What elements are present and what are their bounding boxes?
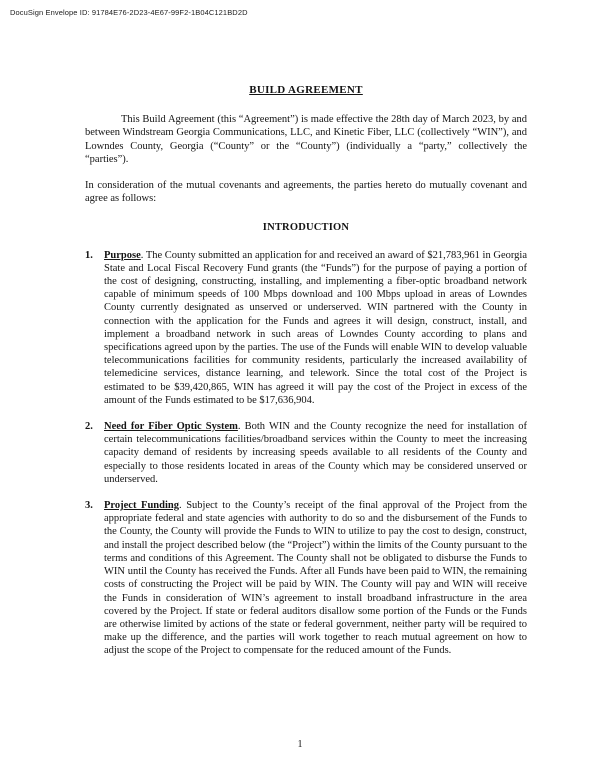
item-body [104, 499, 527, 657]
item-number: 1. [85, 249, 93, 261]
document-title-text: BUILD AGREEMENT [249, 84, 363, 96]
list-item-project-funding [85, 499, 527, 657]
consideration-paragraph: In consideration of the mutual covenants and agreements, the parties hereto do mutually covenant and agree as follows: [85, 180, 527, 205]
document-title [85, 84, 527, 97]
item-heading: Need for Fiber Optic System [104, 421, 238, 433]
page-number: 1 [297, 739, 303, 750]
item-text: . The County submitted an application for and received an award of $21,783,961 in Georgia State and Local Fiscal Recovery Fund grants (the “Funds”) for the purpose of paying a portion of the cost of designing, constructing, installing, and implementing a fiber-optic broadband network capable of minimum speeds of 100 Mbps download and 100 Mbps upload in areas of Lowndes County currently designated as unserved or underserved. WIN partnered with the County in connection with the application for the Funds and agrees it will design, construct, install, and implement a broadband network in such areas of Lowndes County according to plans and specifications agreed upon by the parties. The use of the Funds will enable WIN to develop valuable telecommunications facilities for community residents, particularly the increased availability of telemedicine services, distance learning, and telework. Since the total cost of the Project is estimated to be $39,420,865, WIN has agreed it will pay the cost of the Project in excess of the amount of the Funds estimated to be $17,636,904. [104, 249, 527, 406]
list-item-need-for-fiber-optic-system [85, 420, 527, 486]
item-body [104, 249, 527, 407]
docusign-envelope-id: DocuSign Envelope ID: 91784E76-2D23-4E67-99F2-1B04C121BD2D [10, 8, 248, 17]
item-body [104, 420, 527, 486]
document-content [85, 84, 527, 671]
item-text: . Subject to the County’s receipt of the final approval of the Project from the appropriate federal and state agencies with authority to do so and the disbursement of the Funds to the County, the County will provide the Funds to WIN to utilize to pay the cost to design, construct, and install the project described below (the “Project”) within the limits of the County pursuant to the terms and conditions of this Agreement. The County shall not be obligated to disburse the Funds to WIN until the County has received the Funds. After all Funds have been paid to WIN, the remaining costs of constructing the Project will be paid by WIN. The County will pay and WIN will receive the Funds in consideration of WIN’s agreement to install broadband infrastructure in the area covered by the Project. If state or federal auditors disallow some portion of the Funds or the Funds are otherwise limited by actions of the state or federal government, neither party will be required to make up the difference, and the parties will work together to reach mutual agreement on how to adjust the scope of the Project to compensate for the reduced amount of the Funds. [104, 500, 527, 657]
item-number: 3. [85, 500, 93, 512]
item-text: . Both WIN and the County recognize the need for installation of certain telecommunications facilities/broadband services within the County to meet the increasing capacity demand of residents by increasing speeds available to all residents of the County and especially to those residents located in areas of the County which may be considered unserved or underserved. [104, 421, 527, 485]
section-heading-introduction: INTRODUCTION [262, 222, 350, 234]
item-heading: Purpose [104, 249, 141, 261]
intro-paragraph: This Build Agreement (this “Agreement”) is made effective the 28th day of March 2023, by and between Windstream Georgia Communications, LLC, and Kinetic Fiber, LLC (collectively “WIN”), and Lowndes County, Georgia (“County” or the “County”) (individually a “party,” collectively the “parties”). [85, 114, 527, 165]
item-number: 2. [85, 421, 93, 433]
list-item-purpose [85, 249, 527, 407]
item-heading: Project Funding [104, 500, 179, 512]
